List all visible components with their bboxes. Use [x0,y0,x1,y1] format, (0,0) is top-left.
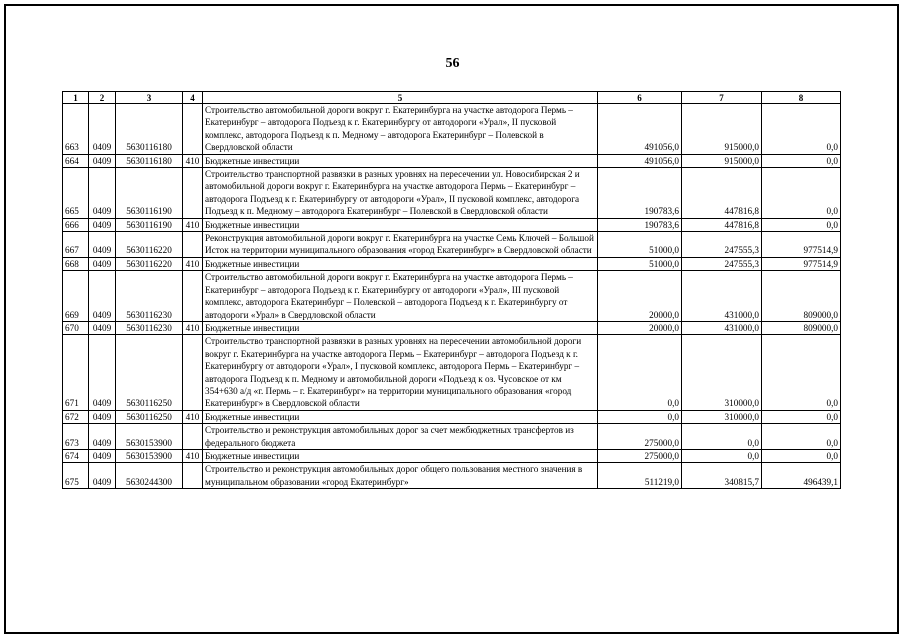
table-row [63,463,841,489]
item-description: Бюджетные инвестиции [203,449,598,462]
target-article-code: 5630244300 [116,463,183,489]
target-article-code: 5630116250 [116,410,183,423]
item-description: Строительство автомобильной дороги вокруг г. Екатеринбурга на участке автодорога Пермь – Екатеринбург – автодорога Подъезд к г. Екатеринбургу от автодороги «Урал», II пусковой комплекс, автодорога Подъезд к п. Медному – автодорога Екатеринбург – Полевской в Свердловской области [203,104,598,155]
amount-col-8: 0,0 [762,424,841,450]
column-header: 5 [203,92,598,104]
amount-col-8: 496439,1 [762,463,841,489]
item-description: Строительство транспортной развязки в разных уровнях на пересечении ул. Новосибирская 2 и автомобильной дороги вокруг г. Екатеринбурга на участке автодорога Пермь – Екатеринбург – автодорога Подъезд к г. Екатеринбургу от автодороги «Урал», II пусковой комплекс, автодорога Подъезд к п. Медному – автодорога Екатеринбург – Полевской в Свердловской области [203,168,598,219]
item-description: Строительство автомобильной дороги вокруг г. Екатеринбурга на участке автодорога Пермь – Екатеринбург – автодорога Подъезд к г. Екатеринбургу от автодороги «Урал», III пусковой комплекс, автодорога Екатеринбург – Полевской – автодорога Подъезд к г. Екатеринбургу от автодороги «Урал» в Свердловской области [203,271,598,322]
amount-col-6: 275000,0 [598,449,682,462]
row-number: 666 [63,218,89,231]
expense-type-code: 410 [183,154,203,167]
column-header: 4 [183,92,203,104]
row-number: 672 [63,410,89,423]
row-number: 673 [63,424,89,450]
amount-col-6: 20000,0 [598,271,682,322]
table-row [63,168,841,219]
section-code: 0409 [89,232,116,258]
table-body [63,104,841,489]
target-article-code: 5630116190 [116,168,183,219]
item-description: Строительство транспортной развязки в разных уровнях на пересечении автомобильной дороги вокруг г. Екатеринбурга на участке автодорога Пермь – Екатеринбург – автодорога Подъезд к г. Екатеринбургу от автодороги «Урал», I пусковой комплекс, автодорога Пермь – Екатеринбург – автодорога Подъезд к п. Медному и автомобильной дороги «Подъезд к оз. Чусовское от км 354+630 а/д «г. Пермь – г. Екатеринбург» на территории муниципального образования «город Екатеринбург» в Свердловской области [203,335,598,410]
column-header: 1 [63,92,89,104]
target-article-code: 5630153900 [116,424,183,450]
amount-col-6: 491056,0 [598,154,682,167]
amount-col-7: 915000,0 [682,154,762,167]
table-row [63,154,841,167]
row-number: 665 [63,168,89,219]
section-code: 0409 [89,257,116,270]
amount-col-8: 0,0 [762,410,841,423]
amount-col-7: 431000,0 [682,321,762,334]
table-row [63,410,841,423]
item-description: Бюджетные инвестиции [203,154,598,167]
amount-col-6: 491056,0 [598,104,682,155]
amount-col-7: 447816,8 [682,168,762,219]
column-header: 6 [598,92,682,104]
amount-col-6: 51000,0 [598,232,682,258]
amount-col-8: 809000,0 [762,271,841,322]
expense-type-code [183,424,203,450]
target-article-code: 5630116230 [116,271,183,322]
expense-type-code: 410 [183,410,203,423]
target-article-code: 5630116230 [116,321,183,334]
section-code: 0409 [89,271,116,322]
section-code: 0409 [89,321,116,334]
expense-type-code: 410 [183,218,203,231]
amount-col-6: 275000,0 [598,424,682,450]
amount-col-8: 0,0 [762,218,841,231]
amount-col-7: 310000,0 [682,410,762,423]
item-description: Строительство и реконструкция автомобильных дорог за счет межбюджетных трансфертов из федерального бюджета [203,424,598,450]
target-article-code: 5630116220 [116,257,183,270]
table-header-row [63,92,841,104]
target-article-code: 5630153900 [116,449,183,462]
section-code: 0409 [89,410,116,423]
row-number: 669 [63,271,89,322]
target-article-code: 5630116180 [116,104,183,155]
amount-col-7: 247555,3 [682,257,762,270]
target-article-code: 5630116250 [116,335,183,410]
table-row [63,104,841,155]
expense-type-code [183,463,203,489]
section-code: 0409 [89,449,116,462]
amount-col-7: 447816,8 [682,218,762,231]
row-number: 670 [63,321,89,334]
amount-col-6: 51000,0 [598,257,682,270]
table-row [63,218,841,231]
section-code: 0409 [89,424,116,450]
amount-col-6: 0,0 [598,410,682,423]
table-row [63,232,841,258]
row-number: 675 [63,463,89,489]
column-header: 3 [116,92,183,104]
amount-col-7: 310000,0 [682,335,762,410]
table-row [63,271,841,322]
amount-col-7: 915000,0 [682,104,762,155]
amount-col-7: 0,0 [682,449,762,462]
expense-type-code: 410 [183,321,203,334]
amount-col-6: 190783,6 [598,218,682,231]
section-code: 0409 [89,335,116,410]
row-number: 667 [63,232,89,258]
expense-type-code [183,168,203,219]
target-article-code: 5630116180 [116,154,183,167]
amount-col-8: 0,0 [762,104,841,155]
section-code: 0409 [89,168,116,219]
row-number: 671 [63,335,89,410]
table-row [63,424,841,450]
column-header: 2 [89,92,116,104]
item-description: Бюджетные инвестиции [203,257,598,270]
table-row [63,257,841,270]
page-number: 56 [445,56,460,71]
table-row [63,449,841,462]
target-article-code: 5630116220 [116,232,183,258]
amount-col-6: 511219,0 [598,463,682,489]
amount-col-8: 0,0 [762,335,841,410]
amount-col-8: 0,0 [762,449,841,462]
item-description: Реконструкция автомобильной дороги вокруг г. Екатеринбурга на участке Семь Ключей – Большой Исток на территории муниципального образования «город Екатеринбург» в Свердловской области [203,232,598,258]
amount-col-6: 20000,0 [598,321,682,334]
item-description: Бюджетные инвестиции [203,410,598,423]
amount-col-8: 0,0 [762,154,841,167]
amount-col-7: 431000,0 [682,271,762,322]
table-row [63,321,841,334]
expense-type-code: 410 [183,257,203,270]
expense-type-code [183,104,203,155]
amount-col-8: 0,0 [762,168,841,219]
table-row [63,335,841,410]
budget-table [62,91,841,489]
column-header: 8 [762,92,841,104]
column-header: 7 [682,92,762,104]
amount-col-6: 190783,6 [598,168,682,219]
expense-type-code [183,232,203,258]
section-code: 0409 [89,218,116,231]
amount-col-7: 0,0 [682,424,762,450]
row-number: 674 [63,449,89,462]
section-code: 0409 [89,463,116,489]
row-number: 663 [63,104,89,155]
item-description: Бюджетные инвестиции [203,321,598,334]
amount-col-7: 247555,3 [682,232,762,258]
item-description: Строительство и реконструкция автомобильных дорог общего пользования местного значения в муниципальном образовании «город Екатеринбург» [203,463,598,489]
expense-type-code: 410 [183,449,203,462]
amount-col-8: 977514,9 [762,257,841,270]
row-number: 664 [63,154,89,167]
expense-type-code [183,335,203,410]
expense-type-code [183,271,203,322]
amount-col-8: 977514,9 [762,232,841,258]
target-article-code: 5630116190 [116,218,183,231]
section-code: 0409 [89,154,116,167]
section-code: 0409 [89,104,116,155]
amount-col-7: 340815,7 [682,463,762,489]
item-description: Бюджетные инвестиции [203,218,598,231]
amount-col-6: 0,0 [598,335,682,410]
row-number: 668 [63,257,89,270]
amount-col-8: 809000,0 [762,321,841,334]
